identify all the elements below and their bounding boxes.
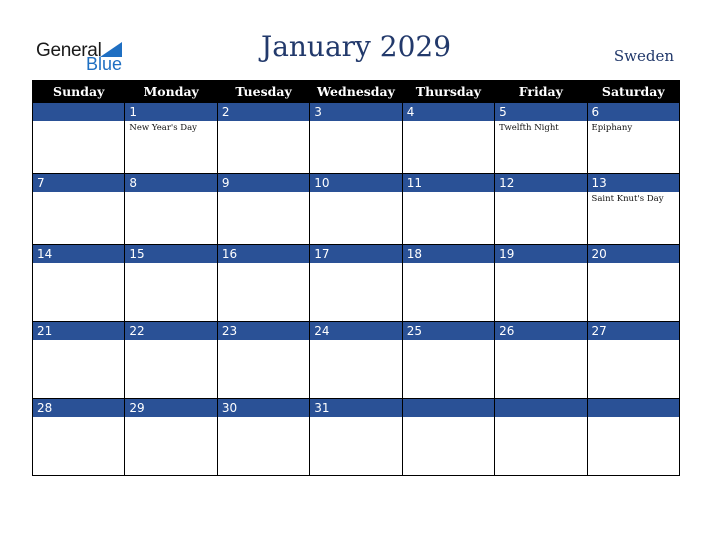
day-number: 11 xyxy=(403,174,494,192)
calendar-day-cell xyxy=(402,322,494,399)
calendar-day-cell xyxy=(587,322,679,399)
calendar-week-row xyxy=(33,399,680,476)
cell-spacer xyxy=(403,123,494,163)
country-label: Sweden xyxy=(613,47,674,65)
day-number: 16 xyxy=(218,245,309,263)
cell-spacer xyxy=(125,419,216,475)
day-number: 8 xyxy=(125,174,216,192)
cell-spacer xyxy=(310,123,401,163)
day-number: 25 xyxy=(403,322,494,340)
calendar-day-cell xyxy=(33,174,125,245)
cell-spacer xyxy=(495,133,586,173)
day-number: 19 xyxy=(495,245,586,263)
weekday-thursday: Thursday xyxy=(402,81,494,103)
day-number xyxy=(33,103,124,121)
calendar-day-cell xyxy=(33,322,125,399)
day-number: 22 xyxy=(125,322,216,340)
holiday-label: New Year's Day xyxy=(129,123,197,133)
cell-spacer xyxy=(588,265,679,321)
cell-spacer xyxy=(218,419,309,475)
calendar-week-row xyxy=(33,245,680,322)
calendar-day-cell xyxy=(217,322,309,399)
day-number: 9 xyxy=(218,174,309,192)
day-number: 13 xyxy=(588,174,679,192)
calendar-day-cell xyxy=(33,399,125,476)
page-title: January 2029 xyxy=(260,30,452,63)
cell-spacer xyxy=(495,419,586,475)
cell-spacer xyxy=(588,204,679,244)
cell-spacer xyxy=(125,133,216,173)
cell-spacer xyxy=(403,194,494,234)
cell-spacer xyxy=(218,265,309,321)
cell-spacer xyxy=(33,419,124,475)
calendar-day-cell xyxy=(217,245,309,322)
day-number: 6 xyxy=(588,103,679,121)
cell-spacer xyxy=(403,265,494,321)
day-number: 14 xyxy=(33,245,124,263)
calendar-day-cell xyxy=(587,399,679,476)
cell-spacer xyxy=(33,342,124,398)
calendar-day-cell xyxy=(587,174,679,245)
cell-spacer xyxy=(495,194,586,234)
cell-spacer xyxy=(588,342,679,398)
day-number: 10 xyxy=(310,174,401,192)
calendar-day-cell xyxy=(33,245,125,322)
weekday-monday: Monday xyxy=(125,81,217,103)
holiday-label: Saint Knut's Day xyxy=(591,194,664,204)
calendar-day-cell xyxy=(125,174,217,245)
cell-spacer xyxy=(33,123,124,163)
calendar-day-cell xyxy=(310,322,402,399)
calendar-day-cell xyxy=(495,103,587,174)
weekday-sunday: Sunday xyxy=(33,81,125,103)
cell-spacer xyxy=(218,194,309,234)
day-number xyxy=(588,399,679,417)
calendar-day-cell xyxy=(402,174,494,245)
calendar-week-row xyxy=(33,322,680,399)
day-number xyxy=(403,399,494,417)
cell-spacer xyxy=(310,265,401,321)
cell-spacer xyxy=(310,194,401,234)
weekday-friday: Friday xyxy=(495,81,587,103)
calendar-day-cell xyxy=(310,103,402,174)
holiday-label: Epiphany xyxy=(591,123,633,133)
day-number: 26 xyxy=(495,322,586,340)
weekday-tuesday: Tuesday xyxy=(217,81,309,103)
day-number: 4 xyxy=(403,103,494,121)
calendar-day-cell xyxy=(495,245,587,322)
calendar-day-cell xyxy=(33,103,125,174)
calendar-day-cell xyxy=(402,399,494,476)
day-number: 23 xyxy=(218,322,309,340)
calendar-body xyxy=(33,103,680,476)
holiday-label: Twelfth Night xyxy=(499,123,559,133)
cell-spacer xyxy=(33,265,124,321)
calendar-day-cell xyxy=(402,103,494,174)
day-number: 31 xyxy=(310,399,401,417)
day-number: 2 xyxy=(218,103,309,121)
cell-spacer xyxy=(588,419,679,475)
cell-spacer xyxy=(33,194,124,234)
day-number: 12 xyxy=(495,174,586,192)
day-number: 17 xyxy=(310,245,401,263)
cell-spacer xyxy=(495,265,586,321)
cell-spacer xyxy=(218,342,309,398)
cell-spacer xyxy=(310,342,401,398)
calendar-day-cell xyxy=(125,103,217,174)
calendar-day-cell xyxy=(125,322,217,399)
day-number: 18 xyxy=(403,245,494,263)
weekday-header-row xyxy=(33,81,680,103)
cell-spacer xyxy=(125,265,216,321)
calendar-day-cell xyxy=(587,245,679,322)
day-number: 27 xyxy=(588,322,679,340)
day-number xyxy=(495,399,586,417)
day-number: 15 xyxy=(125,245,216,263)
day-number: 3 xyxy=(310,103,401,121)
calendar-day-cell xyxy=(217,399,309,476)
day-number: 1 xyxy=(125,103,216,121)
cell-spacer xyxy=(495,342,586,398)
calendar-day-cell xyxy=(125,399,217,476)
day-number: 28 xyxy=(33,399,124,417)
calendar-day-cell xyxy=(310,174,402,245)
logo-text-blue: Blue xyxy=(86,54,123,74)
calendar-day-cell xyxy=(495,174,587,245)
calendar-day-cell xyxy=(587,103,679,174)
cell-spacer xyxy=(403,342,494,398)
calendar-day-cell xyxy=(495,399,587,476)
day-number: 29 xyxy=(125,399,216,417)
calendar-day-cell xyxy=(217,174,309,245)
logo-text-general: General xyxy=(36,40,102,61)
calendar-day-cell xyxy=(217,103,309,174)
cell-spacer xyxy=(125,194,216,234)
calendar-day-cell xyxy=(495,322,587,399)
day-number: 21 xyxy=(33,322,124,340)
calendar-week-row xyxy=(33,174,680,245)
calendar-day-cell xyxy=(310,399,402,476)
cell-spacer xyxy=(218,123,309,163)
cell-spacer xyxy=(588,133,679,173)
day-number: 20 xyxy=(588,245,679,263)
weekday-wednesday: Wednesday xyxy=(310,81,402,103)
day-number: 24 xyxy=(310,322,401,340)
calendar-day-cell xyxy=(310,245,402,322)
calendar-grid xyxy=(32,80,680,476)
day-number: 5 xyxy=(495,103,586,121)
day-number: 7 xyxy=(33,174,124,192)
calendar-day-cell xyxy=(125,245,217,322)
cell-spacer xyxy=(310,419,401,475)
calendar-week-row xyxy=(33,103,680,174)
cell-spacer xyxy=(125,342,216,398)
day-number: 30 xyxy=(218,399,309,417)
cell-spacer xyxy=(403,419,494,475)
calendar-day-cell xyxy=(402,245,494,322)
weekday-saturday: Saturday xyxy=(587,81,679,103)
